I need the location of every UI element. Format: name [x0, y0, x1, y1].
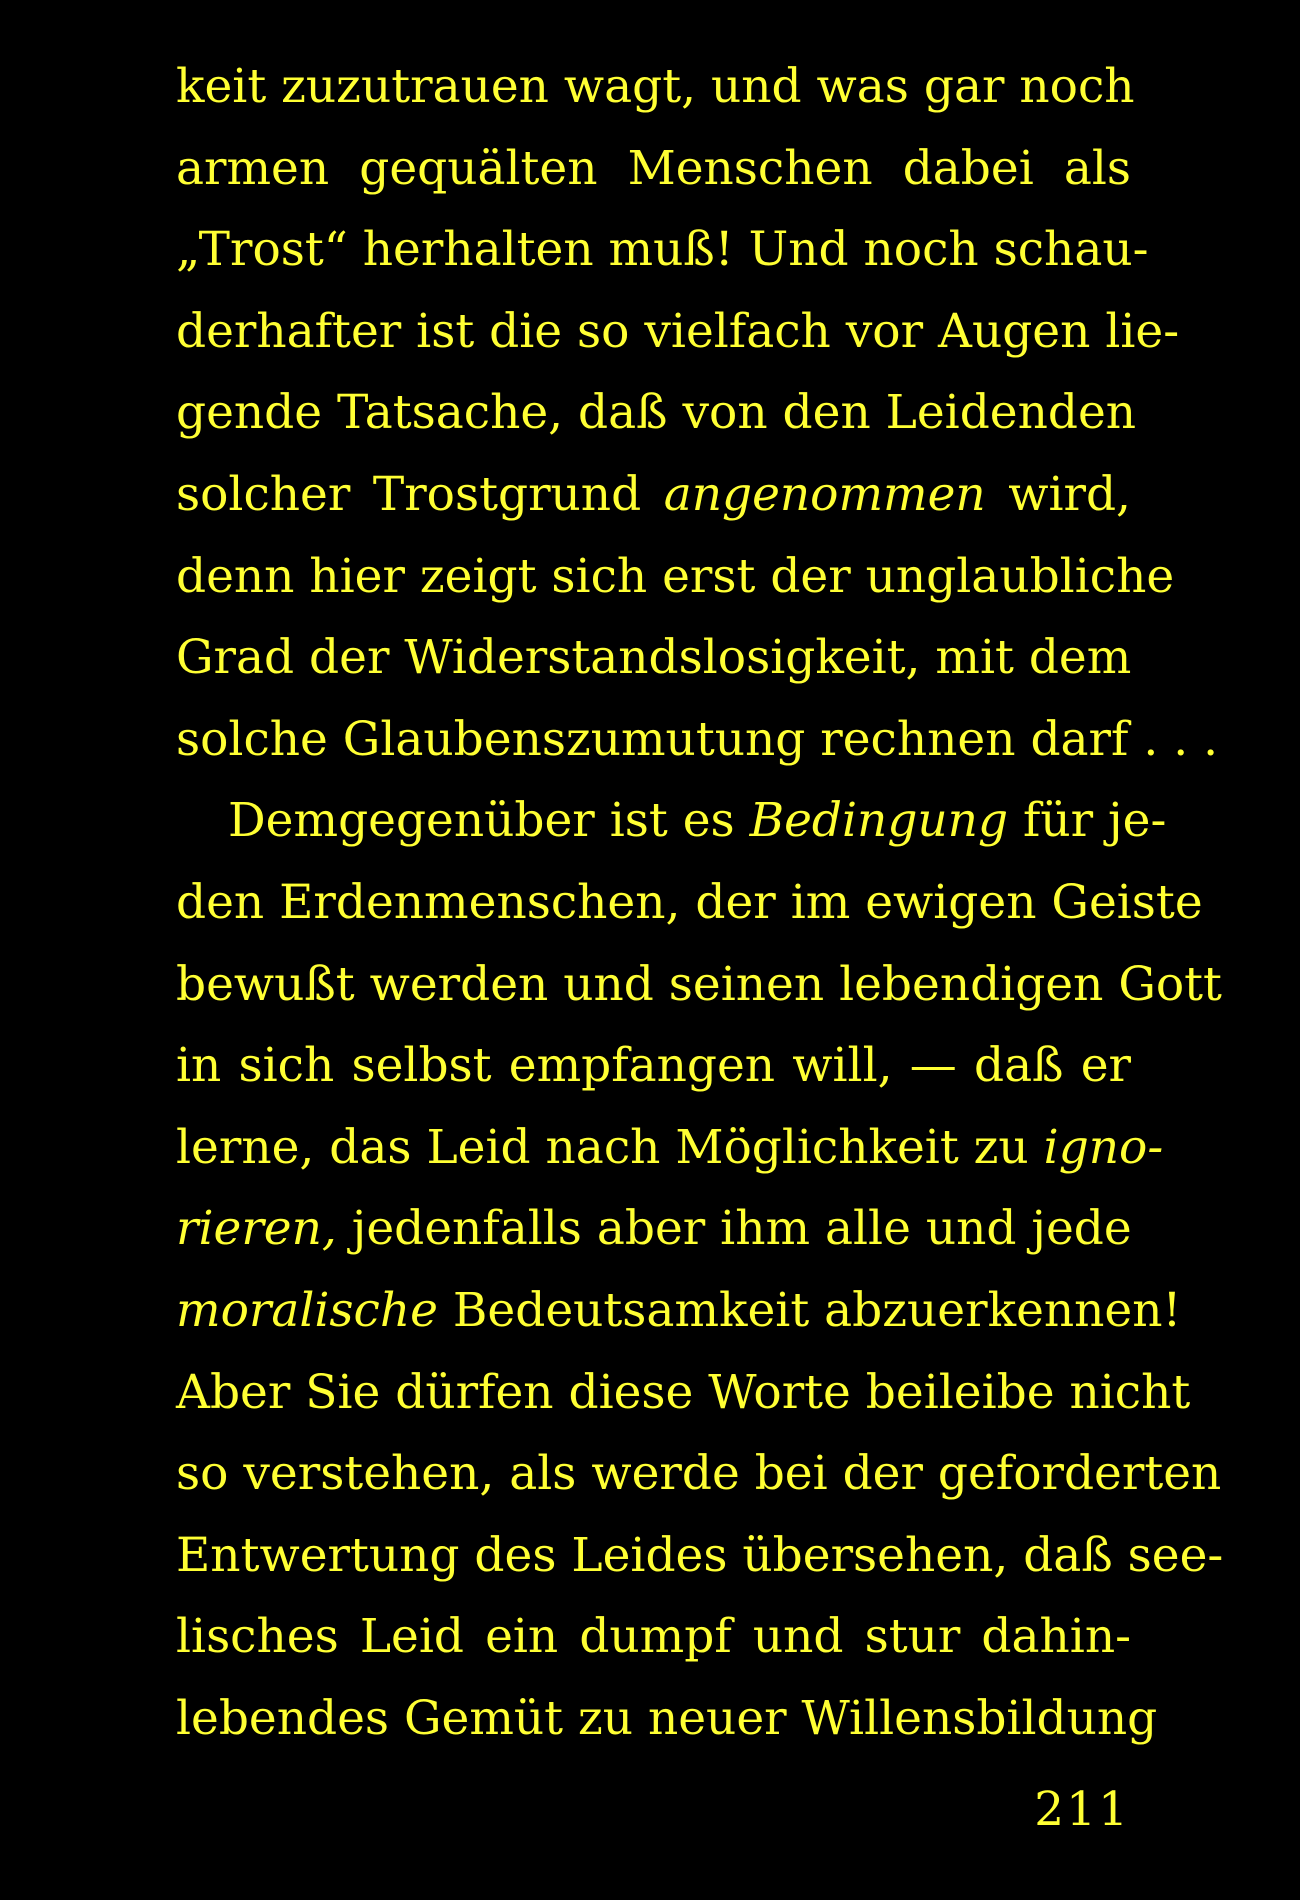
emphasized-text: rieren,	[176, 1201, 337, 1257]
text-line	[176, 1678, 1158, 1760]
text-line	[176, 862, 1203, 944]
text-segment: den Erdenmenschen, der im ewigen Geiste	[176, 874, 1203, 930]
text-segment: bewußt werden und seinen lebendigen Gott	[176, 956, 1222, 1012]
text-segment: Entwertung des Leides übersehen, daß see-	[176, 1527, 1224, 1583]
text-segment: so verstehen, als werde bei der geforderten	[176, 1446, 1222, 1502]
text-line	[176, 780, 1167, 862]
text-line	[176, 1270, 1182, 1352]
text-segment: lerne, das Leid nach Möglichkeit zu	[176, 1119, 1044, 1175]
page-number: 211	[1034, 1782, 1130, 1837]
text-line	[176, 1433, 1222, 1515]
text-line	[176, 128, 1131, 210]
text-segment: denn hier zeigt sich erst der unglaubliche	[176, 548, 1175, 604]
text-line	[176, 944, 1222, 1026]
text-segment: solcher Trostgrund	[176, 466, 664, 522]
text-line	[176, 617, 1131, 699]
body-text	[176, 46, 1224, 1759]
emphasized-text: igno-	[1043, 1119, 1164, 1175]
text-line	[176, 1515, 1224, 1597]
text-line	[176, 1352, 1191, 1434]
text-line	[176, 209, 1149, 291]
text-line	[176, 1596, 1131, 1678]
text-line	[176, 291, 1180, 373]
text-segment: lebendes Gemüt zu neuer Willensbildung	[176, 1690, 1158, 1746]
text-segment: für je-	[1008, 793, 1167, 849]
text-line	[176, 454, 1131, 536]
text-segment: derhafter ist die so vielfach vor Augen lie-	[176, 303, 1180, 359]
text-line	[176, 1107, 1164, 1189]
text-line	[176, 1188, 1131, 1270]
text-segment: Grad der Widerstandslosigkeit, mit dem	[176, 630, 1132, 686]
emphasized-text: moralische	[176, 1282, 438, 1338]
text-segment: keit zuzutrauen wagt, und was gar noch	[176, 59, 1135, 114]
text-line	[176, 46, 1135, 128]
text-line	[176, 1025, 1131, 1107]
text-segment: Aber Sie dürfen diese Worte beileibe nicht	[176, 1364, 1191, 1420]
text-line	[176, 372, 1137, 454]
text-segment: wird,	[985, 466, 1131, 522]
text-segment: „Trost“ herhalten muß! Und noch schau-	[176, 222, 1149, 278]
text-segment: in sich selbst empfangen will, — daß er	[176, 1038, 1131, 1094]
text-line	[176, 536, 1175, 618]
text-segment: solche Glaubenszumutung rechnen darf . . .	[176, 711, 1219, 767]
emphasized-text: angenommen	[663, 466, 986, 522]
text-segment: lisches Leid ein dumpf und stur dahin-	[176, 1609, 1131, 1665]
text-segment: armen gequälten Menschen dabei als	[176, 140, 1131, 196]
text-segment: Bedeutsamkeit abzuerkennen!	[437, 1282, 1182, 1338]
text-segment: jedenfalls aber ihm alle und jede	[336, 1201, 1132, 1257]
text-line	[176, 699, 1219, 781]
text-segment: gende Tatsache, daß von den Leidenden	[176, 385, 1137, 441]
text-segment: Demgegenüber ist es	[228, 793, 750, 849]
emphasized-text: Bedingung	[749, 793, 1009, 849]
